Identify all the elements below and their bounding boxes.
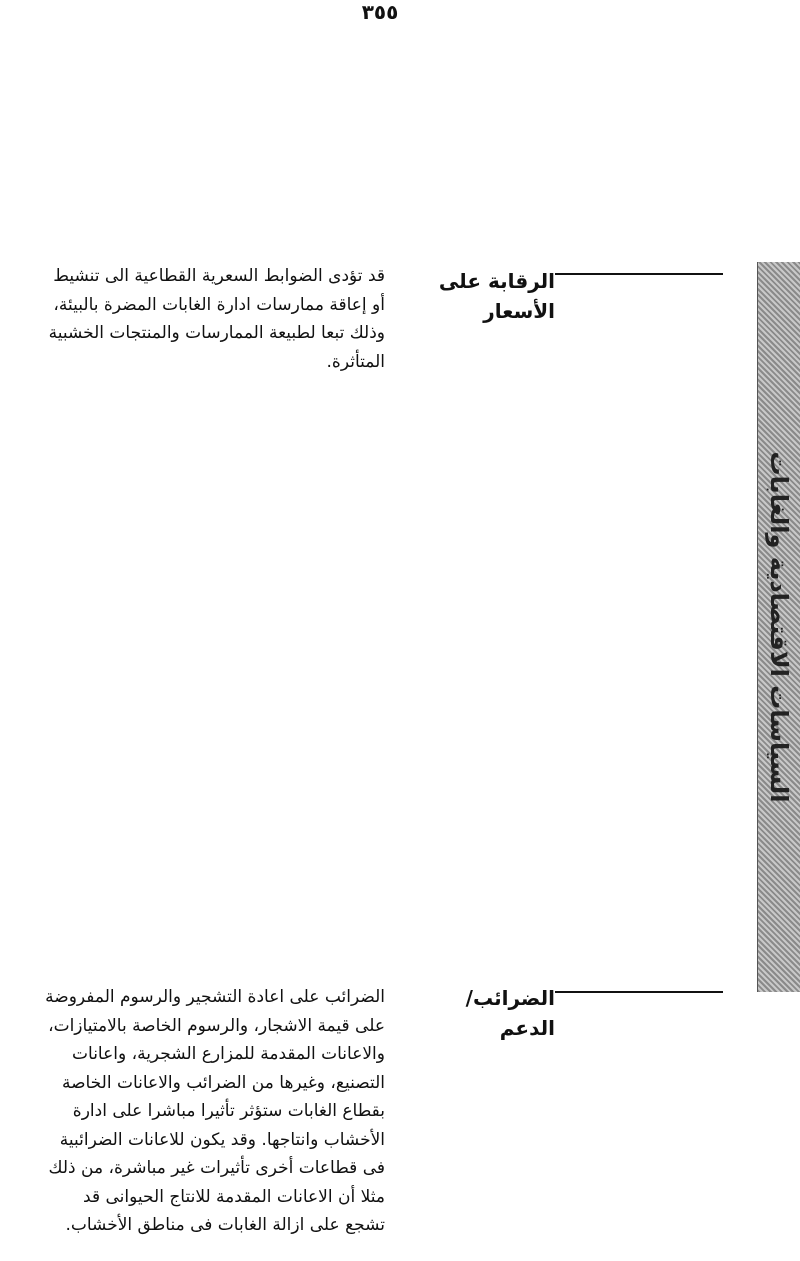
text-line: تشجع على ازالة الغابات فى مناطق الأخشاب.	[65, 1215, 385, 1235]
heading-line: الأسعار	[483, 299, 555, 323]
text-line: أو إعاقة ممارسات ادارة الغابات المضرة بالبيئة،	[53, 294, 385, 315]
text-line: فى قطاعات أخرى تأثيرات غير مباشرة، من ذلك	[48, 1158, 385, 1178]
text-line: الضرائب على اعادة التشجير والرسوم المفروضة	[45, 987, 385, 1007]
page-number: ٣٥٥	[361, 0, 399, 24]
heading-line: الضرائب/	[465, 986, 555, 1010]
text-line: وذلك تبعا لطبيعة الممارسات والمنتجات الخشبية	[48, 323, 385, 343]
text-line: الأخشاب وانتاجها. وقد يكون للاعانات الضرائبية	[59, 1129, 385, 1150]
side-chapter-label: السياسات الاقتصادية والغابات	[765, 451, 794, 803]
text-line: بقطاع الغابات ستؤثر تأثيرا مباشرا على ادارة	[72, 1101, 385, 1121]
heading-line: الرقابة على	[438, 269, 555, 293]
text-line: قد تؤدى الضوابط السعرية القطاعية الى تنشيط	[53, 266, 385, 286]
section-rule-price-controls	[555, 273, 723, 275]
side-chapter-band	[757, 262, 800, 992]
text-line: والاعانات المقدمة للمزارع الشجرية، واعانات	[72, 1044, 385, 1064]
section-heading-taxes-subsidies	[420, 983, 555, 1043]
heading-line: الدعم	[499, 1016, 555, 1040]
section-body-taxes-subsidies	[2, 983, 385, 1240]
section-body-price-controls	[2, 262, 385, 376]
text-line: المتأثرة.	[326, 351, 385, 372]
section-rule-taxes-subsidies	[555, 991, 723, 993]
section-heading-price-controls	[420, 266, 555, 326]
text-line: على قيمة الاشجار، والرسوم الخاصة بالامتيازات،	[48, 1015, 385, 1036]
text-line: مثلا أن الاعانات المقدمة للانتاج الحيوانى قد	[83, 1186, 385, 1207]
text-line: التصنيع، وغيرها من الضرائب والاعانات الخاصة	[61, 1072, 385, 1093]
